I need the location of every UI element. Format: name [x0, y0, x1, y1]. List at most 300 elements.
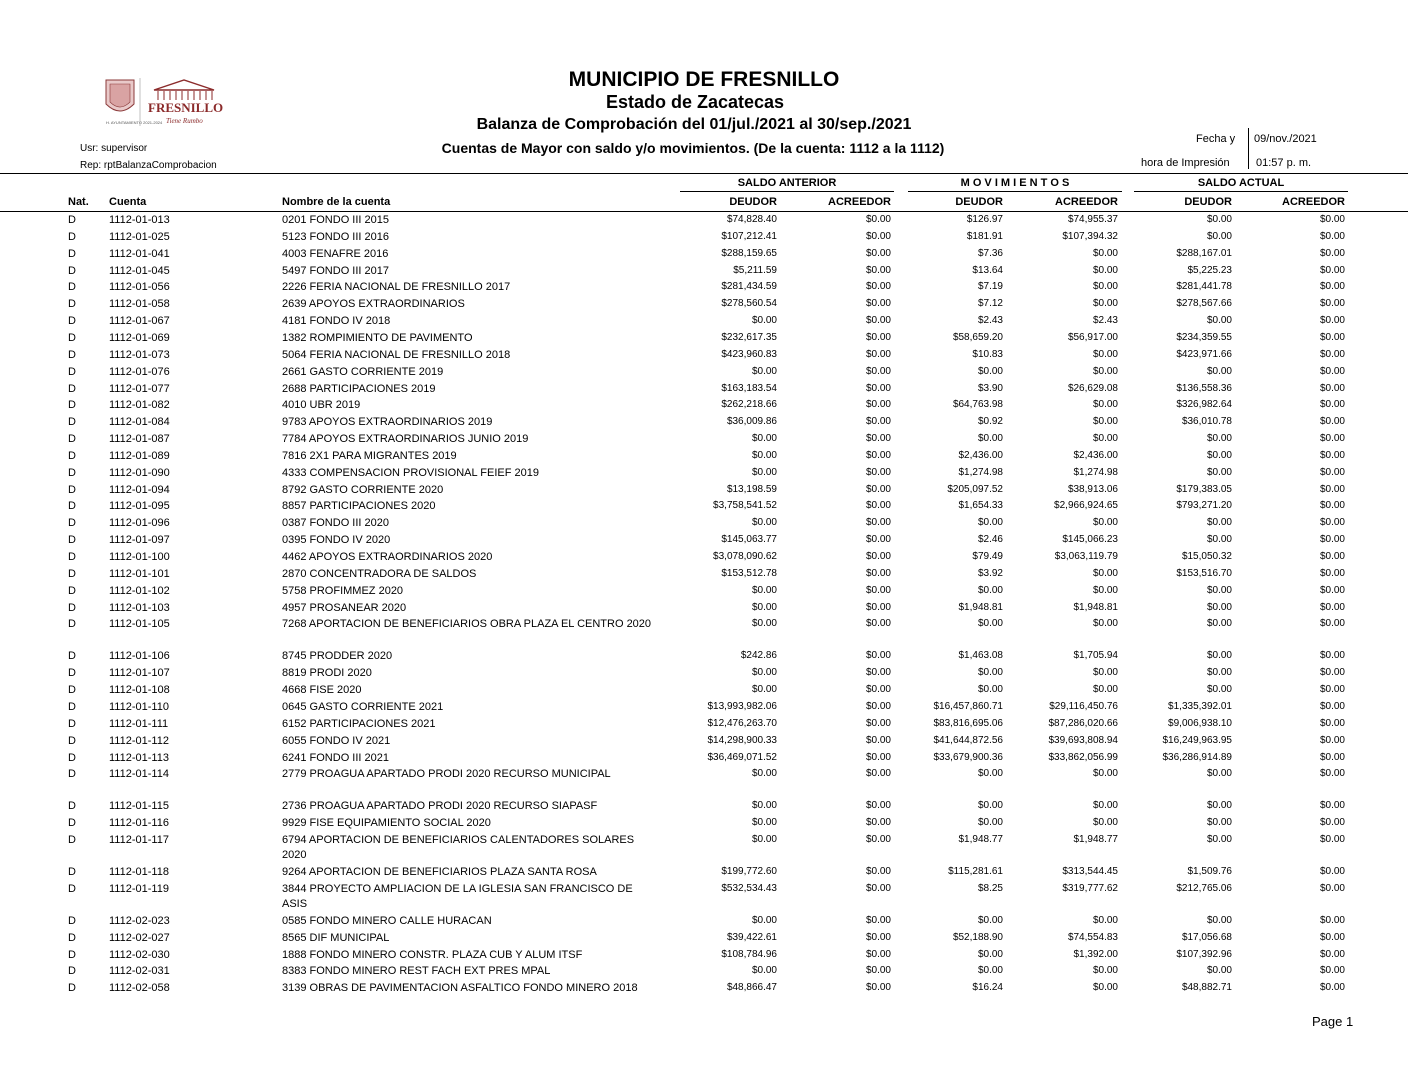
mov-deudor-cell: $1,463.08 [958, 650, 1003, 662]
actual-deudor-cell: $0.00 [1206, 914, 1232, 926]
anterior-acreedor-cell: $0.00 [865, 331, 891, 343]
mov-deudor-cell: $0.00 [977, 584, 1003, 596]
anterior-acreedor-cell: $0.00 [865, 931, 891, 943]
date-label: Fecha y [1196, 133, 1236, 145]
anterior-acreedor-cell: $0.00 [865, 965, 891, 977]
actual-deudor-cell: $0.00 [1206, 466, 1232, 478]
anterior-acreedor-cell: $0.00 [865, 449, 891, 461]
mov-deudor-cell: $2,436.00 [958, 449, 1003, 461]
mov-acreedor-cell: $2,966,924.65 [1054, 500, 1118, 512]
anterior-acreedor-cell: $0.00 [865, 433, 891, 445]
mov-deudor-cell: $1,948.81 [958, 601, 1003, 613]
anterior-acreedor-cell: $0.00 [865, 517, 891, 529]
report-title: Balanza de Comprobación del 01/jul./2021 al 30/sep./2021 [476, 116, 912, 133]
actual-deudor-cell: $153,516.70 [1176, 567, 1232, 579]
cuenta-cell: 1112-01-097 [109, 534, 170, 547]
anterior-deudor-cell: $108,784.96 [721, 948, 777, 960]
actual-acreedor-cell: $0.00 [1319, 601, 1345, 613]
cuenta-cell: 1112-01-096 [109, 517, 170, 530]
anterior-acreedor-cell: $0.00 [865, 567, 891, 579]
anterior-acreedor-cell: $0.00 [865, 214, 891, 225]
nat-cell: D [68, 331, 76, 344]
nat-cell: D [68, 667, 76, 680]
nombre-cell: 0387 FONDO III 2020 [282, 517, 389, 530]
actual-deudor-cell: $5,225.23 [1187, 264, 1232, 276]
nombre-cell: 4333 COMPENSACION PROVISIONAL FEIEF 2019 [282, 466, 539, 479]
nat-cell: D [68, 247, 76, 260]
actual-acreedor-cell: $0.00 [1319, 948, 1345, 960]
nat-cell: D [68, 931, 76, 944]
nat-cell: D [68, 264, 76, 277]
anterior-deudor-cell: $0.00 [751, 315, 777, 327]
mov-deudor-cell: $0.00 [977, 965, 1003, 977]
nat-cell: D [68, 684, 76, 697]
actual-deudor-cell: $0.00 [1206, 517, 1232, 529]
cuenta-cell: 1112-01-108 [109, 684, 170, 697]
anterior-acreedor-cell: $0.00 [865, 399, 891, 411]
nombre-cell: 2870 CONCENTRADORA DE SALDOS [282, 567, 477, 580]
nombre-cell: 7784 APOYOS EXTRAORDINARIOS JUNIO 2019 [282, 433, 529, 446]
group-rule-movimientos [908, 191, 1122, 192]
nat-cell: D [68, 517, 76, 530]
nombre-cell: 5758 PROFIMMEZ 2020 [282, 584, 404, 597]
actual-deudor-cell: $1,509.76 [1187, 866, 1232, 878]
nombre-cell: 6152 PARTICIPACIONES 2021 [282, 717, 436, 730]
anterior-acreedor-cell: $0.00 [865, 416, 891, 428]
mov-acreedor-cell: $39,693,808.94 [1048, 734, 1118, 746]
mov-acreedor-cell: $0.00 [1092, 800, 1118, 812]
cuenta-cell: 1112-01-076 [109, 365, 170, 378]
nat-cell: D [68, 700, 76, 713]
anterior-acreedor-cell: $0.00 [865, 298, 891, 310]
anterior-acreedor-cell: $0.00 [865, 717, 891, 729]
anterior-deudor-cell: $278,560.54 [721, 298, 777, 310]
mov-acreedor-cell: $0.00 [1092, 298, 1118, 310]
anterior-deudor-cell: $0.00 [751, 768, 777, 780]
mov-acreedor-cell: $145,066.23 [1062, 534, 1118, 546]
anterior-deudor-cell: $48,866.47 [726, 982, 777, 994]
svg-text:FRESNILLO: FRESNILLO [148, 100, 224, 115]
mov-acreedor-cell: $0.00 [1092, 618, 1118, 630]
actual-deudor-cell: $179,383.05 [1176, 483, 1232, 495]
actual-acreedor-cell: $0.00 [1319, 717, 1345, 729]
actual-deudor-cell: $1,335,392.01 [1168, 700, 1232, 712]
nombre-cell: 4957 PROSANEAR 2020 [282, 601, 407, 614]
anterior-deudor-cell: $0.00 [751, 834, 777, 846]
anterior-deudor-cell: $13,198.59 [726, 483, 777, 495]
col-nombre: Nombre de la cuenta [282, 196, 391, 208]
nat-cell: D [68, 365, 76, 378]
mov-acreedor-cell: $0.00 [1092, 914, 1118, 926]
actual-acreedor-cell: $0.00 [1319, 382, 1345, 394]
anterior-acreedor-cell: $0.00 [865, 365, 891, 377]
actual-acreedor-cell: $0.00 [1319, 433, 1345, 445]
nombre-cell: 8819 PRODI 2020 [282, 667, 372, 680]
group-rule-anterior [680, 191, 894, 192]
report-name-label: Rep: rptBalanzaComprobacion [80, 160, 217, 171]
actual-deudor-cell: $17,056.68 [1181, 931, 1232, 943]
actual-deudor-cell: $0.00 [1206, 817, 1232, 829]
mov-acreedor-cell: $56,917.00 [1067, 331, 1118, 343]
mov-acreedor-cell: $1,948.77 [1073, 834, 1118, 846]
actual-acreedor-cell: $0.00 [1319, 449, 1345, 461]
actual-deudor-cell: $234,359.55 [1176, 331, 1232, 343]
mov-deudor-cell: $79.49 [972, 551, 1003, 562]
nat-cell: D [68, 433, 76, 446]
actual-acreedor-cell: $0.00 [1319, 700, 1345, 712]
col-cuenta: Cuenta [109, 196, 147, 208]
mov-acreedor-cell: $0.00 [1092, 567, 1118, 579]
anterior-acreedor-cell: $0.00 [865, 348, 891, 360]
actual-acreedor-cell: $0.00 [1319, 247, 1345, 259]
actual-acreedor-cell: $0.00 [1319, 517, 1345, 529]
nat-cell: D [68, 650, 76, 663]
mov-acreedor-cell: $0.00 [1092, 399, 1118, 411]
actual-deudor-cell: $0.00 [1206, 618, 1232, 630]
anterior-deudor-cell: $0.00 [751, 667, 777, 679]
nat-cell: D [68, 584, 76, 597]
nombre-cell: 4462 APOYOS EXTRAORDINARIOS 2020 [282, 551, 493, 563]
anterior-deudor-cell: $532,534.43 [721, 882, 777, 894]
actual-acreedor-cell: $0.00 [1319, 650, 1345, 662]
nat-cell: D [68, 315, 76, 328]
anterior-deudor-cell: $232,617.35 [721, 331, 777, 343]
actual-acreedor-cell: $0.00 [1319, 817, 1345, 829]
actual-deudor-cell: $0.00 [1206, 601, 1232, 613]
actual-acreedor-cell: $0.00 [1319, 483, 1345, 495]
group-rule-actual [1134, 191, 1348, 192]
col-nat: Nat. [68, 196, 89, 208]
nat-cell: D [68, 567, 76, 580]
nombre-cell: 9264 APORTACION DE BENEFICIARIOS PLAZA SANTA ROSA [282, 866, 597, 879]
cuenta-cell: 1112-01-107 [109, 667, 170, 680]
actual-deudor-cell: $0.00 [1206, 965, 1232, 977]
cuenta-cell: 1112-01-013 [109, 214, 170, 226]
mov-deudor-cell: $0.00 [977, 618, 1003, 630]
anterior-deudor-cell: $145,063.77 [721, 534, 777, 546]
actual-deudor-cell: $36,286,914.89 [1162, 751, 1232, 763]
mov-acreedor-cell: $2,436.00 [1073, 449, 1118, 461]
mov-deudor-cell: $126.97 [966, 214, 1003, 225]
nombre-cell: 9783 APOYOS EXTRAORDINARIOS 2019 [282, 416, 493, 429]
nat-cell: D [68, 618, 76, 631]
cuenta-cell: 1112-01-100 [109, 551, 170, 563]
nombre-cell: 6794 APORTACION DE BENEFICIARIOS CALENTADORES SOLARES 2020 [282, 834, 635, 862]
mov-acreedor-cell: $0.00 [1092, 433, 1118, 445]
mov-acreedor-cell: $26,629.08 [1067, 382, 1118, 394]
mov-acreedor-cell: $1,274.98 [1073, 466, 1118, 478]
anterior-deudor-cell: $13,993,982.06 [707, 700, 777, 712]
nombre-cell: 2661 GASTO CORRIENTE 2019 [282, 365, 444, 378]
actual-deudor-cell: $278,567.66 [1176, 298, 1232, 310]
anterior-deudor-cell: $153,512.78 [721, 567, 777, 579]
mov-deudor-cell: $83,816,695.06 [933, 717, 1003, 729]
mov-deudor-cell: $0.00 [977, 768, 1003, 780]
actual-acreedor-cell: $0.00 [1319, 416, 1345, 428]
anterior-deudor-cell: $242.86 [740, 650, 777, 662]
nat-cell: D [68, 298, 76, 311]
anterior-deudor-cell: $288,159.65 [721, 247, 777, 259]
nombre-cell: 2688 PARTICIPACIONES 2019 [282, 382, 436, 395]
anterior-deudor-cell: $0.00 [751, 601, 777, 613]
anterior-deudor-cell: $14,298,900.33 [707, 734, 777, 746]
mov-deudor-cell: $8.25 [977, 882, 1003, 894]
nombre-cell: 0585 FONDO MINERO CALLE HURACAN [282, 914, 492, 927]
anterior-acreedor-cell: $0.00 [865, 618, 891, 630]
mov-acreedor-cell: $2.43 [1092, 315, 1118, 327]
nombre-cell: 5064 FERIA NACIONAL DE FRESNILLO 2018 [282, 348, 511, 361]
mov-acreedor-cell: $0.00 [1092, 247, 1118, 259]
nombre-cell: 4668 FISE 2020 [282, 684, 362, 697]
mov-deudor-cell: $1,274.98 [958, 466, 1003, 478]
mov-acreedor-cell: $0.00 [1092, 684, 1118, 696]
actual-deudor-cell: $0.00 [1206, 315, 1232, 327]
actual-acreedor-cell: $0.00 [1319, 882, 1345, 894]
group-saldo-anterior: SALDO ANTERIOR [737, 177, 837, 189]
mov-acreedor-cell: $74,554.83 [1067, 931, 1118, 943]
cuenta-cell: 1112-01-090 [109, 466, 170, 479]
cuenta-cell: 1112-02-058 [109, 982, 170, 995]
nombre-cell: 5123 FONDO III 2016 [282, 230, 389, 243]
user-label: Usr: supervisor [80, 143, 148, 154]
mov-acreedor-cell: $0.00 [1092, 281, 1118, 293]
mov-deudor-cell: $0.00 [977, 433, 1003, 445]
mov-deudor-cell: $0.92 [977, 416, 1003, 428]
page-title: MUNICIPIO DE FRESNILLO [568, 68, 840, 91]
nat-cell: D [68, 534, 76, 547]
nombre-cell: 4181 FONDO IV 2018 [282, 315, 391, 328]
nombre-cell: 0201 FONDO III 2015 [282, 214, 389, 226]
anterior-acreedor-cell: $0.00 [865, 382, 891, 394]
time-label: hora de Impresión [1141, 157, 1230, 169]
nat-cell: D [68, 717, 76, 730]
anterior-deudor-cell: $3,758,541.52 [713, 500, 777, 512]
actual-deudor-cell: $15,050.32 [1181, 551, 1232, 562]
col-mov-acreedor: ACREEDOR [1055, 196, 1118, 208]
actual-deudor-cell: $136,558.36 [1176, 382, 1232, 394]
nat-cell: D [68, 965, 76, 978]
cuenta-cell: 1112-01-105 [109, 618, 170, 631]
cuenta-cell: 1112-01-114 [109, 768, 169, 781]
mov-deudor-cell: $2.43 [977, 315, 1003, 327]
mov-acreedor-cell: $107,394.32 [1062, 230, 1118, 242]
anterior-deudor-cell: $0.00 [751, 800, 777, 812]
mov-deudor-cell: $0.00 [977, 817, 1003, 829]
mov-deudor-cell: $3.92 [977, 567, 1003, 579]
nombre-cell: 4010 UBR 2019 [282, 399, 361, 412]
actual-acreedor-cell: $0.00 [1319, 618, 1345, 630]
mov-deudor-cell: $7.19 [977, 281, 1003, 293]
mov-deudor-cell: $0.00 [977, 365, 1003, 377]
cuenta-cell: 1112-01-103 [109, 601, 170, 614]
mov-acreedor-cell: $0.00 [1092, 667, 1118, 679]
anterior-deudor-cell: $36,009.86 [726, 416, 777, 428]
nat-cell: D [68, 817, 76, 830]
nat-cell: D [68, 399, 76, 412]
actual-acreedor-cell: $0.00 [1319, 500, 1345, 512]
nat-cell: D [68, 348, 76, 361]
anterior-acreedor-cell: $0.00 [865, 684, 891, 696]
mov-acreedor-cell: $0.00 [1092, 982, 1118, 994]
nombre-cell: 0645 GASTO CORRIENTE 2021 [282, 700, 444, 713]
nombre-cell: 2639 APOYOS EXTRAORDINARIOS [282, 298, 465, 311]
anterior-acreedor-cell: $0.00 [865, 800, 891, 812]
cuenta-cell: 1112-01-082 [109, 399, 170, 412]
mov-deudor-cell: $16,457,860.71 [933, 700, 1003, 712]
mov-acreedor-cell: $0.00 [1092, 416, 1118, 428]
mov-deudor-cell: $205,097.52 [947, 483, 1003, 495]
cuenta-cell: 1112-02-030 [109, 948, 170, 961]
cuenta-cell: 1112-01-058 [109, 298, 170, 311]
anterior-deudor-cell: $12,476,263.70 [707, 717, 777, 729]
anterior-acreedor-cell: $0.00 [865, 914, 891, 926]
actual-acreedor-cell: $0.00 [1319, 965, 1345, 977]
mov-deudor-cell: $0.00 [977, 914, 1003, 926]
anterior-deudor-cell: $0.00 [751, 817, 777, 829]
mov-acreedor-cell: $0.00 [1092, 768, 1118, 780]
anterior-deudor-cell: $74,828.40 [726, 214, 777, 225]
page-number: Page 1 [1312, 1014, 1354, 1029]
actual-acreedor-cell: $0.00 [1319, 834, 1345, 846]
actual-acreedor-cell: $0.00 [1319, 230, 1345, 242]
actual-acreedor-cell: $0.00 [1319, 800, 1345, 812]
anterior-deudor-cell: $262,218.66 [721, 399, 777, 411]
actual-acreedor-cell: $0.00 [1319, 298, 1345, 310]
cuenta-cell: 1112-01-112 [109, 734, 169, 747]
time-value: 01:57 p. m. [1256, 157, 1312, 169]
cuenta-cell: 1112-01-113 [109, 751, 169, 764]
mov-acreedor-cell: $87,286,020.66 [1048, 717, 1118, 729]
mov-acreedor-cell: $319,777.62 [1062, 882, 1118, 894]
anterior-acreedor-cell: $0.00 [865, 700, 891, 712]
mov-deudor-cell: $1,948.77 [958, 834, 1003, 846]
mov-deudor-cell: $41,644,872.56 [933, 734, 1003, 746]
svg-text:Tiene Rumbo: Tiene Rumbo [166, 117, 203, 125]
nat-cell: D [68, 834, 76, 847]
mov-deudor-cell: $181.91 [966, 230, 1003, 242]
nombre-cell: 3139 OBRAS DE PAVIMENTACION ASFALTICO FONDO MINERO 2018 [282, 982, 638, 995]
nat-cell: D [68, 500, 76, 513]
nombre-cell: 1888 FONDO MINERO CONSTR. PLAZA CUB Y ALUM ITSF [282, 948, 583, 961]
col-anterior-acreedor: ACREEDOR [828, 196, 891, 208]
actual-deudor-cell: $326,982.64 [1176, 399, 1232, 411]
actual-acreedor-cell: $0.00 [1319, 768, 1345, 780]
col-actual-deudor: DEUDOR [1184, 196, 1232, 208]
anterior-deudor-cell: $39,422.61 [726, 931, 777, 943]
cuenta-cell: 1112-01-111 [109, 717, 169, 730]
anterior-acreedor-cell: $0.00 [865, 734, 891, 746]
actual-deudor-cell: $0.00 [1206, 800, 1232, 812]
cuenta-cell: 1112-01-067 [109, 315, 170, 328]
cuenta-cell: 1112-01-115 [109, 800, 169, 813]
nombre-cell: 5497 FONDO III 2017 [282, 264, 389, 277]
mov-acreedor-cell: $313,544.45 [1062, 866, 1118, 878]
actual-deudor-cell: $16,249,963.95 [1162, 734, 1232, 746]
time-separator [1248, 152, 1249, 169]
actual-acreedor-cell: $0.00 [1319, 331, 1345, 343]
mov-deudor-cell: $0.00 [977, 517, 1003, 529]
mov-deudor-cell: $0.00 [977, 667, 1003, 679]
nombre-cell: 1382 ROMPIMIENTO DE PAVIMENTO [282, 331, 473, 344]
anterior-deudor-cell: $281,434.59 [721, 281, 777, 293]
nombre-cell: 8857 PARTICIPACIONES 2020 [282, 500, 436, 513]
col-anterior-deudor: DEUDOR [729, 196, 777, 208]
nombre-cell: 8745 PRODDER 2020 [282, 650, 393, 663]
cuenta-cell: 1112-01-119 [109, 882, 169, 895]
mov-deudor-cell: $7.36 [977, 247, 1003, 259]
mov-deudor-cell: $115,281.61 [948, 866, 1003, 878]
actual-acreedor-cell: $0.00 [1319, 399, 1345, 411]
nombre-cell: 6055 FONDO IV 2021 [282, 734, 391, 747]
anterior-acreedor-cell: $0.00 [865, 534, 891, 546]
nat-cell: D [68, 601, 76, 614]
cuenta-cell: 1112-01-089 [109, 449, 170, 462]
actual-deudor-cell: $0.00 [1206, 684, 1232, 696]
actual-acreedor-cell: $0.00 [1319, 667, 1345, 679]
actual-deudor-cell: $0.00 [1206, 365, 1232, 377]
anterior-acreedor-cell: $0.00 [865, 230, 891, 242]
nat-cell: D [68, 214, 76, 226]
nombre-cell: 6241 FONDO III 2021 [282, 751, 389, 764]
actual-acreedor-cell: $0.00 [1319, 214, 1345, 225]
anterior-acreedor-cell: $0.00 [865, 650, 891, 662]
actual-deudor-cell: $212,765.06 [1176, 882, 1232, 894]
actual-deudor-cell: $0.00 [1206, 650, 1232, 662]
anterior-deudor-cell: $0.00 [751, 466, 777, 478]
anterior-acreedor-cell: $0.00 [865, 584, 891, 596]
nombre-cell: 8383 FONDO MINERO REST FACH EXT PRES MPAL [282, 965, 551, 978]
anterior-acreedor-cell: $0.00 [865, 483, 891, 495]
nat-cell: D [68, 914, 76, 927]
nat-cell: D [68, 416, 76, 429]
header-top-rule [0, 173, 1408, 174]
actual-acreedor-cell: $0.00 [1319, 751, 1345, 763]
mov-deudor-cell: $33,679,900.36 [933, 751, 1003, 763]
actual-deudor-cell: $9,006,938.10 [1168, 717, 1232, 729]
cuenta-cell: 1112-01-084 [109, 416, 170, 429]
anterior-deudor-cell: $0.00 [751, 684, 777, 696]
actual-acreedor-cell: $0.00 [1319, 264, 1345, 276]
actual-deudor-cell: $281,441.78 [1176, 281, 1232, 293]
anterior-deudor-cell: $0.00 [751, 584, 777, 596]
cuenta-cell: 1112-01-101 [109, 567, 170, 580]
mov-deudor-cell: $3.90 [977, 382, 1003, 394]
nat-cell: D [68, 281, 76, 294]
mov-deudor-cell: $52,188.90 [952, 931, 1003, 943]
cuenta-cell: 1112-01-117 [109, 834, 169, 847]
mov-acreedor-cell: $74,955.37 [1067, 214, 1118, 225]
nat-cell: D [68, 734, 76, 747]
nombre-cell: 3844 PROYECTO AMPLIACION DE LA IGLESIA SAN FRANCISCO DE ASIS [282, 882, 633, 910]
mov-acreedor-cell: $38,913.06 [1067, 483, 1118, 495]
actual-acreedor-cell: $0.00 [1319, 348, 1345, 360]
nat-cell: D [68, 449, 76, 462]
anterior-acreedor-cell: $0.00 [865, 247, 891, 259]
anterior-deudor-cell: $3,078,090.62 [713, 551, 777, 562]
anterior-deudor-cell: $0.00 [751, 433, 777, 445]
actual-deudor-cell: $0.00 [1206, 230, 1232, 242]
actual-acreedor-cell: $0.00 [1319, 567, 1345, 579]
date-separator [1248, 128, 1249, 152]
nat-cell: D [68, 751, 76, 764]
cuenta-cell: 1112-01-094 [109, 483, 170, 496]
anterior-acreedor-cell: $0.00 [865, 500, 891, 512]
nat-cell: D [68, 948, 76, 961]
cuenta-cell: 1112-01-110 [109, 700, 169, 713]
cuenta-cell: 1112-01-102 [109, 584, 170, 597]
svg-text:H. AYUNTAMIENTO 2021-2024: H. AYUNTAMIENTO 2021-2024 [106, 120, 163, 125]
actual-acreedor-cell: $0.00 [1319, 365, 1345, 377]
